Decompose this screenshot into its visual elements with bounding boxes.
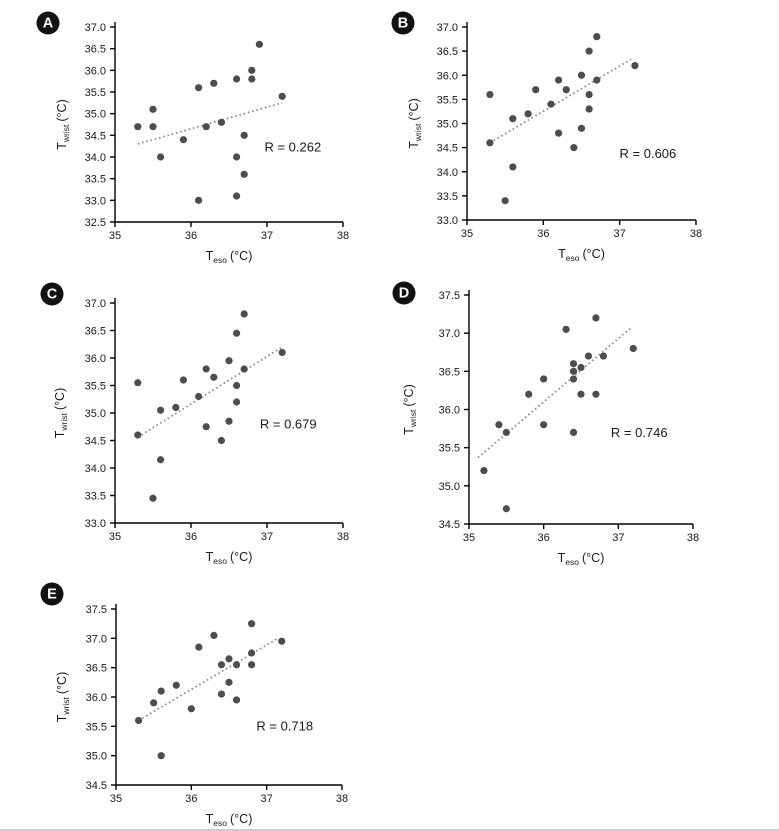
y-tick-label: 37.0: [436, 22, 458, 34]
data-point: [592, 391, 599, 398]
data-point: [248, 661, 255, 668]
data-point: [555, 130, 562, 137]
x-tick-label: 35: [108, 531, 122, 543]
data-point: [134, 123, 141, 130]
x-tick-label: 36: [185, 793, 198, 805]
data-point: [134, 431, 141, 438]
data-point: [233, 398, 240, 405]
panel-A: [0, 0, 389, 285]
panel-badge-letter: E: [47, 586, 57, 603]
data-point: [540, 421, 547, 428]
data-point: [562, 326, 569, 333]
y-tick-label: 35.0: [438, 480, 460, 493]
data-point: [203, 423, 210, 430]
panel-E-chart: [0, 565, 389, 831]
data-point: [225, 357, 232, 364]
x-axis-title: $T_{eso}$ (°C): [205, 249, 253, 265]
x-axis-title: $T_{eso}$ (°C): [205, 812, 253, 828]
data-point: [509, 115, 516, 122]
x-axis-title: $T_{eso}$ (°C): [558, 247, 605, 263]
panel-E: [0, 565, 389, 831]
data-point: [158, 688, 165, 695]
x-tick-label: 38: [335, 793, 349, 805]
x-tick-label: 36: [184, 531, 198, 543]
data-point: [570, 360, 577, 367]
data-point: [577, 391, 584, 398]
data-point: [525, 391, 532, 398]
data-point: [225, 418, 232, 425]
data-point: [225, 679, 232, 686]
data-point: [225, 655, 232, 662]
y-tick-label: 32.5: [84, 217, 106, 229]
data-point: [218, 661, 225, 668]
data-point: [540, 375, 547, 382]
data-point: [157, 407, 164, 414]
panel-C-chart: [0, 280, 389, 565]
y-tick-label: 35.0: [84, 408, 106, 420]
x-tick-label: 36: [537, 532, 550, 544]
y-tick-label: 37.5: [85, 604, 107, 616]
y-tick-label: 35.5: [84, 87, 106, 99]
data-point: [210, 374, 217, 381]
data-point: [149, 495, 156, 502]
data-point: [218, 437, 225, 444]
data-point: [630, 345, 637, 352]
data-point: [570, 368, 577, 375]
y-tick-label: 35.0: [436, 118, 458, 131]
r-value-label: R = 0.746: [610, 425, 668, 441]
y-tick-label: 36.0: [438, 404, 460, 417]
data-point: [203, 123, 210, 130]
data-point: [578, 72, 585, 79]
data-point: [233, 382, 240, 389]
y-tick-label: 35.5: [84, 380, 106, 393]
data-point: [172, 404, 179, 411]
x-axis-title: $T_{eso}$ (°C): [557, 551, 605, 565]
y-tick-label: 36.0: [85, 692, 107, 704]
panel-badge-letter: A: [42, 15, 54, 32]
y-tick-label: 35.0: [85, 750, 107, 763]
y-tick-label: 36.5: [85, 662, 107, 675]
data-point: [570, 375, 577, 382]
data-point: [173, 682, 180, 689]
trend-line: [478, 328, 631, 458]
data-point: [486, 139, 493, 146]
data-point: [134, 379, 141, 386]
x-tick-label: 35: [462, 532, 476, 544]
data-point: [592, 314, 599, 321]
data-point: [502, 197, 509, 204]
trend-line: [139, 638, 278, 720]
y-tick-label: 36.5: [84, 325, 106, 338]
x-tick-label: 36: [537, 228, 550, 240]
data-point: [241, 365, 248, 372]
y-tick-label: 35.5: [85, 721, 107, 734]
x-tick-label: 38: [689, 228, 703, 240]
x-tick-label: 35: [460, 228, 474, 240]
y-axis-title: $T_{wrist}(^\circ C)$: [53, 387, 69, 439]
x-tick-label: 36: [184, 230, 198, 242]
data-point: [524, 110, 531, 117]
x-tick-label: 35: [109, 793, 123, 805]
y-tick-label: 33.0: [84, 195, 106, 208]
x-tick-label: 37: [260, 793, 273, 805]
x-tick-label: 37: [260, 531, 274, 543]
data-point: [233, 75, 240, 82]
data-point: [241, 171, 248, 178]
data-point: [600, 352, 607, 359]
data-point: [503, 505, 510, 512]
data-point: [135, 717, 142, 724]
y-tick-label: 36.5: [438, 366, 460, 379]
data-point: [578, 125, 585, 132]
data-point: [241, 132, 248, 139]
r-value-label: R = 0.606: [619, 145, 677, 161]
data-point: [509, 163, 516, 170]
x-tick-label: 38: [336, 531, 350, 543]
y-tick-label: 37.0: [84, 22, 106, 34]
y-tick-label: 36.0: [84, 353, 106, 365]
data-point: [150, 699, 157, 706]
data-point: [495, 421, 502, 428]
data-point: [195, 644, 202, 651]
data-point: [195, 84, 202, 91]
y-tick-label: 36.5: [84, 43, 106, 56]
data-point: [180, 136, 187, 143]
data-point: [570, 429, 577, 436]
data-point: [195, 197, 202, 204]
data-point: [248, 649, 255, 656]
x-tick-label: 37: [612, 532, 625, 544]
y-tick-label: 34.5: [84, 130, 106, 143]
panel-B-chart: [389, 0, 779, 280]
data-point: [157, 456, 164, 463]
data-point: [279, 93, 286, 100]
panel-B: [389, 0, 779, 285]
data-point: [149, 106, 156, 113]
data-point: [585, 352, 592, 359]
data-point: [586, 48, 593, 55]
data-point: [210, 632, 217, 639]
y-tick-label: 34.0: [436, 166, 458, 179]
y-tick-label: 37.0: [84, 298, 106, 310]
x-tick-label: 35: [108, 230, 122, 242]
data-point: [248, 75, 255, 82]
data-point: [486, 91, 493, 98]
x-tick-label: 37: [613, 228, 626, 240]
data-point: [547, 101, 554, 108]
x-tick-label: 38: [686, 532, 700, 544]
y-tick-label: 34.5: [436, 142, 458, 155]
y-tick-label: 33.5: [84, 490, 106, 503]
y-tick-label: 34.0: [84, 152, 106, 164]
y-tick-label: 37.0: [438, 328, 460, 341]
data-point: [586, 105, 593, 112]
y-axis-title: $T_{wrist}(^\circ C)$: [407, 98, 423, 149]
y-tick-label: 37.5: [438, 290, 460, 302]
data-point: [218, 119, 225, 126]
y-tick-label: 36.5: [436, 46, 458, 59]
data-point: [241, 310, 248, 317]
data-point: [256, 41, 263, 48]
data-point: [158, 752, 165, 759]
y-tick-label: 35.5: [436, 94, 458, 107]
data-point: [555, 76, 562, 83]
panel-badge-letter: B: [397, 15, 409, 32]
data-point: [593, 33, 600, 40]
y-tick-label: 33.5: [84, 173, 106, 186]
y-tick-label: 37.0: [85, 633, 107, 646]
data-point: [593, 76, 600, 83]
y-tick-label: 33.0: [84, 518, 106, 530]
y-tick-label: 35.0: [84, 108, 106, 121]
r-value-label: R = 0.262: [264, 139, 322, 155]
data-point: [210, 80, 217, 87]
data-point: [503, 429, 510, 436]
data-point: [149, 123, 156, 130]
r-value-label: R = 0.679: [259, 416, 317, 432]
y-tick-label: 34.5: [84, 435, 106, 448]
x-tick-label: 38: [336, 230, 350, 242]
y-axis-title: $T_{wrist}(^\circ C)$: [55, 99, 71, 150]
panel-badge-letter: D: [398, 285, 410, 302]
x-tick-label: 37: [260, 230, 274, 242]
data-point: [180, 376, 187, 383]
panel-badge-letter: C: [46, 286, 58, 303]
data-point: [218, 690, 225, 697]
data-point: [570, 144, 577, 151]
data-point: [157, 153, 164, 160]
x-axis-title: $T_{eso}$ (°C): [205, 550, 253, 565]
data-point: [233, 696, 240, 703]
r-value-label: R = 0.718: [256, 718, 314, 734]
data-point: [563, 86, 570, 93]
data-point: [248, 67, 255, 74]
data-point: [631, 62, 638, 69]
data-point: [233, 330, 240, 337]
data-point: [279, 349, 286, 356]
y-tick-label: 34.5: [85, 780, 107, 792]
data-point: [248, 620, 255, 627]
y-tick-label: 33.5: [436, 190, 458, 203]
y-axis-title: $T_{wrist}(^\circ C)$: [55, 671, 71, 723]
data-point: [233, 661, 240, 668]
data-point: [586, 91, 593, 98]
data-point: [577, 364, 584, 371]
data-point: [233, 153, 240, 160]
y-tick-label: 35.5: [438, 442, 460, 455]
y-tick-label: 36.0: [84, 65, 106, 78]
data-point: [480, 467, 487, 474]
data-point: [278, 638, 285, 645]
y-tick-label: 33.0: [436, 215, 458, 227]
panel-A-chart: [0, 0, 389, 280]
panel-D-chart: [389, 280, 779, 565]
y-tick-label: 34.5: [438, 519, 460, 531]
data-point: [188, 705, 195, 712]
data-point: [233, 192, 240, 199]
data-point: [203, 365, 210, 372]
y-axis-title: $T_{wrist}(^\circ C)$: [402, 384, 418, 435]
data-point: [195, 393, 202, 400]
y-tick-label: 36.0: [436, 70, 458, 83]
trend-line: [138, 103, 282, 144]
data-point: [532, 86, 539, 93]
panel-C: [0, 280, 389, 570]
y-tick-label: 34.0: [84, 463, 106, 475]
panel-D: [389, 280, 779, 570]
